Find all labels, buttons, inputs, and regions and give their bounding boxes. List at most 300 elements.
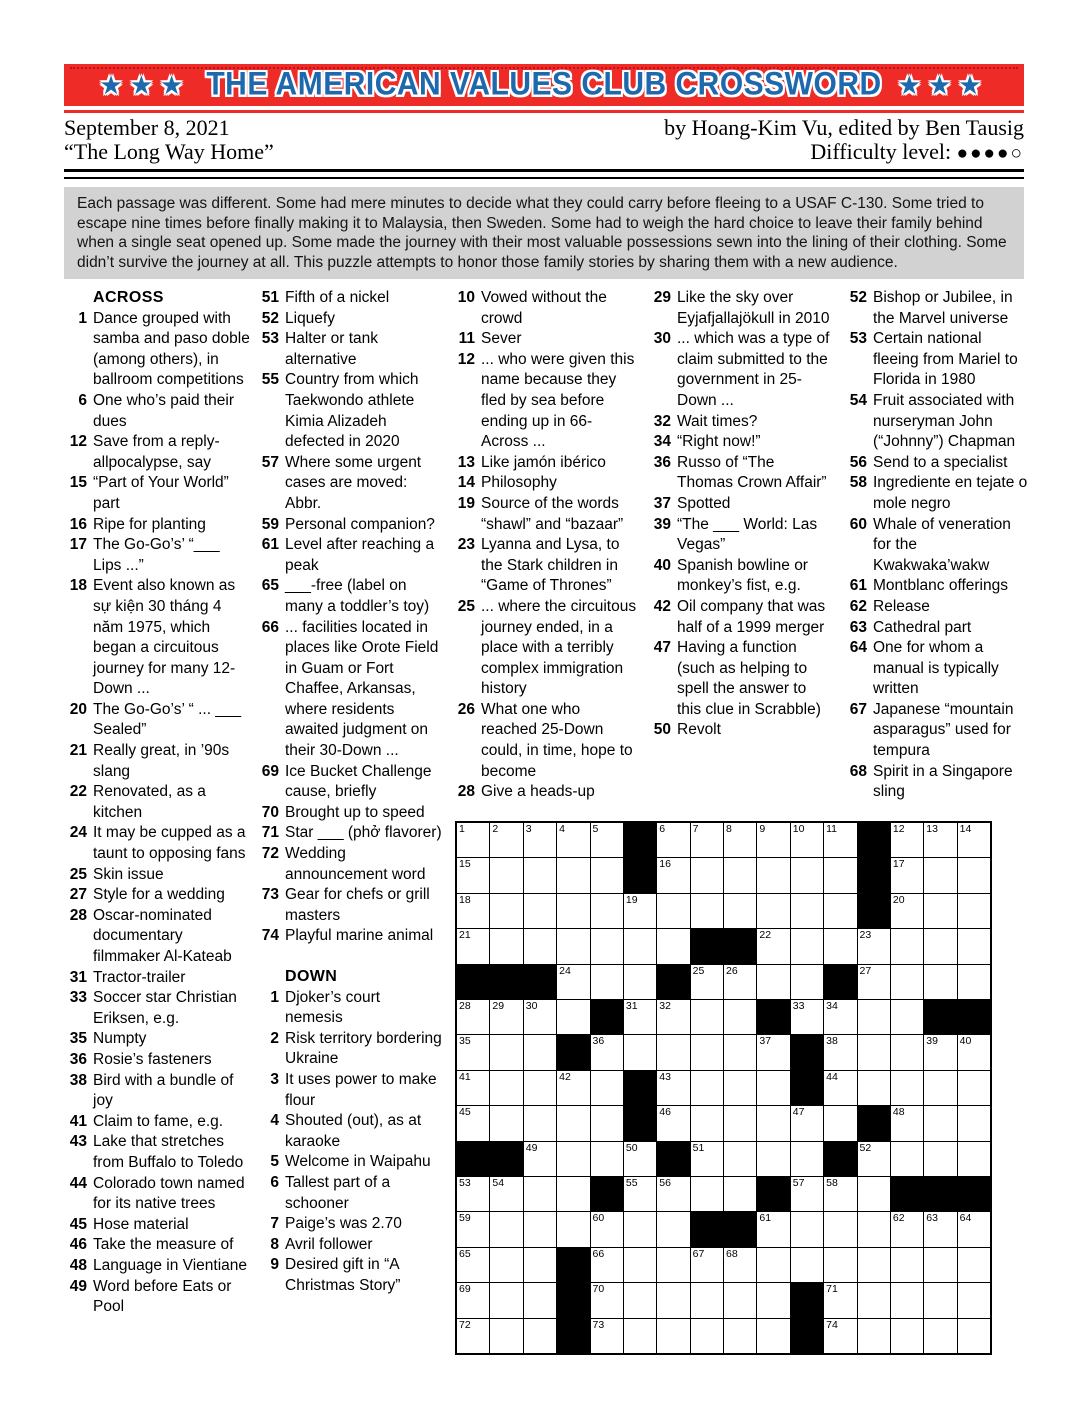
grid-cell-r13c1[interactable] (457, 1248, 489, 1282)
grid-cell-r13c11[interactable] (791, 1248, 823, 1282)
clue-number: 52 (261, 309, 279, 327)
grid-cell-r6c14[interactable] (891, 1000, 923, 1034)
grid-cell-r10c4[interactable] (557, 1142, 589, 1176)
grid-cell-r6c6[interactable] (624, 1000, 656, 1034)
grid-cell-r7c9[interactable] (724, 1035, 756, 1069)
clue-across-55 (256, 370, 442, 452)
grid-cell-r8c2[interactable] (490, 1071, 522, 1105)
grid-cell-r14c14[interactable] (891, 1283, 923, 1317)
grid-cell-r3c2[interactable] (490, 894, 522, 928)
grid-cell-r11c4[interactable] (557, 1177, 589, 1211)
grid-cell-r13c12[interactable] (824, 1248, 856, 1282)
clue-text: Save from a reply-allpocalypse, say (93, 433, 220, 471)
grid-cell-r5c12 (824, 965, 856, 999)
clue-text: Fifth of a nickel (285, 289, 390, 306)
grid-cell-r2c16[interactable] (958, 858, 990, 892)
grid-cell-r9c2[interactable] (490, 1106, 522, 1140)
grid-cell-r8c15[interactable] (924, 1071, 956, 1105)
clue-text: Where some urgent cases are moved: Abbr. (285, 453, 422, 512)
grid-cell-r9c14[interactable] (891, 1106, 923, 1140)
grid-cell-r12c6[interactable] (624, 1212, 656, 1246)
grid-cell-r11c2[interactable] (490, 1177, 522, 1211)
grid-cell-r1c9[interactable] (724, 823, 756, 857)
grid-cell-r14c3[interactable] (524, 1283, 556, 1317)
grid-cell-r9c9[interactable] (724, 1106, 756, 1140)
clue-text: Give a heads-up (481, 783, 595, 801)
grid-cell-r14c11 (791, 1283, 823, 1317)
grid-cell-r15c10[interactable] (757, 1319, 789, 1353)
clue-number: 41 (69, 1112, 87, 1130)
clue-down-7 (256, 1214, 442, 1235)
clue-number: 17 (69, 536, 87, 554)
grid-cell-r5c10[interactable] (757, 965, 789, 999)
clue-text: Tallest part of a schooner (285, 1173, 391, 1212)
clue-text: ... facilities located in places like Orote Field in Guam or Fort Chaffee, Arkansas, where residents awaited judgment on their 30-Down ... (285, 618, 439, 760)
grid-cell-r4c4[interactable] (557, 929, 589, 963)
clue-across-74 (256, 926, 442, 947)
cell-number: 35 (459, 1035, 471, 1048)
grid-cell-r5c8[interactable] (691, 965, 723, 999)
grid-cell-r11c9[interactable] (724, 1177, 756, 1211)
grid-cell-r10c9[interactable] (724, 1142, 756, 1176)
cell-number: 37 (759, 1035, 772, 1048)
grid-cell-r14c8[interactable] (691, 1283, 723, 1317)
grid-cell-r11c6[interactable] (624, 1177, 656, 1211)
grid-cell-r12c3[interactable] (524, 1212, 556, 1246)
clue-down-3 (256, 1070, 442, 1111)
grid-cell-r13c2[interactable] (490, 1248, 522, 1282)
clue-down-30 (648, 329, 834, 411)
grid-cell-r2c9[interactable] (724, 858, 756, 892)
grid-cell-r4c2[interactable] (490, 929, 522, 963)
grid-cell-r3c3[interactable] (524, 894, 556, 928)
clue-down-40 (648, 556, 834, 597)
grid-cell-r9c16[interactable] (958, 1106, 990, 1140)
grid-cell-r6c3[interactable] (524, 1000, 556, 1034)
clue-number: 11 (458, 330, 475, 348)
grid-cell-r4c11[interactable] (791, 929, 823, 963)
grid-cell-r12c5[interactable] (591, 1212, 623, 1246)
clue-down-39 (648, 515, 834, 556)
clue-number: 10 (457, 289, 475, 306)
grid-cell-r14c13[interactable] (858, 1283, 890, 1317)
grid-cell-r3c12[interactable] (824, 894, 856, 928)
grid-cell-r14c2[interactable] (490, 1283, 522, 1317)
grid-cell-r7c8[interactable] (691, 1035, 723, 1069)
clue-across-41 (64, 1112, 250, 1133)
clue-across-48 (64, 1256, 250, 1277)
clue-down-60 (844, 515, 1030, 577)
grid-cell-r4c14[interactable] (891, 929, 923, 963)
content-area (64, 288, 1028, 1378)
cell-number: 46 (659, 1106, 671, 1119)
grid-cell-r10c16[interactable] (958, 1142, 990, 1176)
grid-cell-r2c1[interactable] (457, 858, 489, 892)
grid-cell-r10c3[interactable] (524, 1142, 556, 1176)
grid-cell-r3c11[interactable] (791, 894, 823, 928)
grid-cell-r1c5[interactable] (591, 823, 623, 857)
grid-cell-r3c16[interactable] (958, 894, 990, 928)
grid-cell-r8c9[interactable] (724, 1071, 756, 1105)
grid-cell-r1c8[interactable] (691, 823, 723, 857)
grid-cell-r15c12[interactable] (824, 1319, 856, 1353)
cell-number: 67 (692, 1247, 705, 1260)
grid-cell-r14c5[interactable] (591, 1283, 623, 1317)
grid-cell-r6c1[interactable] (457, 1000, 489, 1034)
grid-cell-r9c12[interactable] (824, 1106, 856, 1140)
grid-cell-r9c8[interactable] (691, 1106, 723, 1140)
grid-cell-r9c1[interactable] (457, 1106, 489, 1140)
grid-cell-r8c7[interactable] (657, 1071, 689, 1105)
grid-cell-r10c5[interactable] (591, 1142, 623, 1176)
grid-cell-r9c7[interactable] (657, 1106, 689, 1140)
grid-cell-r4c7[interactable] (657, 929, 689, 963)
grid-cell-r13c14[interactable] (891, 1248, 923, 1282)
grid-cell-r10c13[interactable] (858, 1142, 890, 1176)
grid-cell-r11c1[interactable] (457, 1177, 489, 1211)
grid-cell-r5c14[interactable] (891, 965, 923, 999)
grid-cell-r7c15[interactable] (924, 1035, 956, 1069)
grid-cell-r8c8[interactable] (691, 1071, 723, 1105)
clue-text: Paige’s was 2.70 (285, 1215, 402, 1233)
grid-cell-r4c1[interactable] (457, 929, 489, 963)
grid-cell-r13c13[interactable] (858, 1248, 890, 1282)
grid-cell-r6c8[interactable] (691, 1000, 723, 1034)
grid-cell-r12c16[interactable] (958, 1212, 990, 1246)
grid-cell-r15c14[interactable] (891, 1319, 923, 1353)
grid-cell-r3c1[interactable] (457, 894, 489, 928)
grid-cell-r12c13[interactable] (858, 1212, 890, 1246)
grid-cell-r4c9 (724, 929, 756, 963)
grid-cell-r13c3[interactable] (524, 1248, 556, 1282)
grid-cell-r11c11[interactable] (791, 1177, 823, 1211)
grid-cell-r7c14[interactable] (891, 1035, 923, 1069)
clue-text: Personal companion? (285, 515, 435, 533)
grid-cell-r11c8[interactable] (691, 1177, 723, 1211)
grid-cell-r9c3[interactable] (524, 1106, 556, 1140)
clue-text: Word before Eats or Pool (93, 1277, 232, 1316)
clue-text: It uses power to make flour (285, 1070, 437, 1109)
cell-number: 31 (625, 1000, 638, 1012)
grid-cell-r15c8[interactable] (691, 1319, 723, 1353)
clue-number: 28 (69, 906, 87, 924)
grid-cell-r5c16[interactable] (958, 965, 990, 999)
grid-cell-r1c15[interactable] (924, 823, 956, 857)
clue-number: 53 (261, 330, 279, 348)
grid-cell-r15c13[interactable] (858, 1319, 890, 1353)
clue-across-36 (64, 1050, 250, 1071)
divider-rule (64, 169, 1024, 179)
grid-cell-r15c15[interactable] (924, 1319, 956, 1353)
grid-cell-r4c16[interactable] (958, 929, 990, 963)
grid-cell-r8c12[interactable] (824, 1071, 856, 1105)
grid-cell-r11c3[interactable] (524, 1177, 556, 1211)
grid-cell-r1c2[interactable] (490, 823, 522, 857)
grid-cell-r8c16[interactable] (958, 1071, 990, 1105)
grid-cell-r15c6[interactable] (624, 1319, 656, 1353)
grid-cell-r4c15[interactable] (924, 929, 956, 963)
clue-text: Renovated, as a kitchen (93, 783, 206, 821)
clue-down-28 (452, 782, 638, 803)
grid-cell-r14c15[interactable] (924, 1283, 956, 1317)
grid-cell-r2c2[interactable] (490, 858, 522, 892)
grid-cell-r15c1[interactable] (457, 1319, 489, 1353)
grid-cell-r10c2 (490, 1142, 522, 1176)
grid-cell-r12c2[interactable] (490, 1212, 522, 1246)
grid-cell-r1c4[interactable] (557, 823, 589, 857)
clue-number: 64 (849, 639, 867, 657)
grid-cell-r6c13[interactable] (858, 1000, 890, 1034)
grid-cell-r1c1[interactable] (457, 823, 489, 857)
clue-text: Risk territory bordering Ukraine (285, 1029, 442, 1068)
clue-down-6 (256, 1173, 442, 1214)
grid-cell-r2c12[interactable] (824, 858, 856, 892)
cell-number: 24 (559, 964, 571, 977)
cell-number: 66 (592, 1247, 605, 1260)
grid-cell-r3c6[interactable] (624, 894, 656, 928)
grid-cell-r10c15[interactable] (924, 1142, 956, 1176)
clue-number: 21 (69, 742, 87, 760)
grid-cell-r1c12[interactable] (824, 823, 856, 857)
clue-text: Tractor-trailer (93, 968, 186, 986)
clue-number: 32 (653, 412, 671, 430)
grid-cell-r2c11[interactable] (791, 858, 823, 892)
clue-number: 23 (457, 536, 475, 554)
grid-cell-r5c4[interactable] (557, 965, 589, 999)
cell-number: 43 (659, 1070, 671, 1083)
grid-cell-r8c4[interactable] (557, 1071, 589, 1105)
grid-cell-r5c1 (457, 965, 489, 999)
grid-cell-r9c10[interactable] (757, 1106, 789, 1140)
cell-number: 14 (959, 823, 972, 835)
clue-text: Bishop or Jubilee, in the Marvel universe (873, 289, 1013, 327)
grid-cell-r4c13[interactable] (858, 929, 890, 963)
cell-number: 19 (625, 893, 638, 906)
grid-cell-r2c14[interactable] (891, 858, 923, 892)
grid-cell-r15c9[interactable] (724, 1319, 756, 1353)
grid-cell-r7c12[interactable] (824, 1035, 856, 1069)
grid-cell-r12c14[interactable] (891, 1212, 923, 1246)
grid-cell-r11c7[interactable] (657, 1177, 689, 1211)
grid-cell-r14c16[interactable] (958, 1283, 990, 1317)
grid-cell-r15c7[interactable] (657, 1319, 689, 1353)
grid-cell-r13c8[interactable] (691, 1248, 723, 1282)
grid-cell-r7c6[interactable] (624, 1035, 656, 1069)
grid-cell-r12c7[interactable] (657, 1212, 689, 1246)
grid-cell-r14c7[interactable] (657, 1283, 689, 1317)
grid-cell-r5c15[interactable] (924, 965, 956, 999)
grid-cell-r7c5[interactable] (591, 1035, 623, 1069)
clue-number: 48 (69, 1256, 87, 1274)
grid-cell-r7c1[interactable] (457, 1035, 489, 1069)
grid-cell-r5c3 (524, 965, 556, 999)
clue-number: 71 (261, 824, 279, 842)
grid-cell-r7c7[interactable] (657, 1035, 689, 1069)
clue-column-2 (256, 288, 442, 1297)
clue-number: 16 (69, 515, 87, 533)
grid-cell-r7c13[interactable] (858, 1035, 890, 1069)
grid-cell-r8c1[interactable] (457, 1071, 489, 1105)
grid-cell-r6c12[interactable] (824, 1000, 856, 1034)
grid-cell-r13c15[interactable] (924, 1248, 956, 1282)
grid-cell-r6c11[interactable] (791, 1000, 823, 1034)
clue-number: 67 (849, 700, 867, 718)
cell-number: 70 (592, 1283, 605, 1296)
grid-cell-r9c15[interactable] (924, 1106, 956, 1140)
grid-cell-r2c3[interactable] (524, 858, 556, 892)
grid-cell-r11c10 (757, 1177, 789, 1211)
clue-number: 12 (457, 350, 475, 368)
grid-cell-r2c10[interactable] (757, 858, 789, 892)
grid-cell-r2c7[interactable] (657, 858, 689, 892)
grid-cell-r3c4[interactable] (557, 894, 589, 928)
grid-cell-r13c10[interactable] (757, 1248, 789, 1282)
grid-cell-r14c10[interactable] (757, 1283, 789, 1317)
grid-cell-r14c9[interactable] (724, 1283, 756, 1317)
grid-cell-r3c8[interactable] (691, 894, 723, 928)
grid-cell-r10c11[interactable] (791, 1142, 823, 1176)
grid-cell-r12c11[interactable] (791, 1212, 823, 1246)
grid-cell-r2c15[interactable] (924, 858, 956, 892)
clue-number: 66 (261, 618, 279, 636)
grid-cell-r10c8[interactable] (691, 1142, 723, 1176)
grid-cell-r13c6[interactable] (624, 1248, 656, 1282)
grid-cell-r3c5[interactable] (591, 894, 623, 928)
grid-cell-r8c5[interactable] (591, 1071, 623, 1105)
grid-cell-r14c12[interactable] (824, 1283, 856, 1317)
clue-across-28 (64, 906, 250, 968)
grid-cell-r8c14[interactable] (891, 1071, 923, 1105)
grid-cell-r1c14[interactable] (891, 823, 923, 857)
grid-cell-r9c11[interactable] (791, 1106, 823, 1140)
grid-cell-r8c13[interactable] (858, 1071, 890, 1105)
grid-cell-r3c9[interactable] (724, 894, 756, 928)
grid-cell-r11c13[interactable] (858, 1177, 890, 1211)
grid-cell-r1c7[interactable] (657, 823, 689, 857)
grid-cell-r13c9[interactable] (724, 1248, 756, 1282)
grid-cell-r12c15[interactable] (924, 1212, 956, 1246)
grid-cell-r3c15[interactable] (924, 894, 956, 928)
grid-cell-r7c10[interactable] (757, 1035, 789, 1069)
grid-cell-r2c5[interactable] (591, 858, 623, 892)
cell-number: 56 (659, 1177, 671, 1189)
cell-number: 15 (459, 858, 471, 871)
grid-cell-r1c3[interactable] (524, 823, 556, 857)
grid-cell-r10c10[interactable] (757, 1142, 789, 1176)
grid-cell-r3c7[interactable] (657, 894, 689, 928)
grid-cell-r3c14[interactable] (891, 894, 923, 928)
clue-text: Shouted (out), as at karaoke (285, 1112, 422, 1150)
grid-cell-r6c4[interactable] (557, 1000, 589, 1034)
grid-cell-r6c9[interactable] (724, 1000, 756, 1034)
grid-cell-r12c12[interactable] (824, 1212, 856, 1246)
clue-number: 25 (457, 597, 475, 615)
grid-cell-r12c4[interactable] (557, 1212, 589, 1246)
grid-cell-r8c10[interactable] (757, 1071, 789, 1105)
grid-cell-r1c11[interactable] (791, 823, 823, 857)
grid-cell-r12c10[interactable] (757, 1212, 789, 1246)
grid-cell-r15c16[interactable] (958, 1319, 990, 1353)
clue-number: 15 (69, 474, 87, 492)
grid-cell-r7c3[interactable] (524, 1035, 556, 1069)
clue-number: 12 (69, 433, 87, 451)
grid-cell-r13c4 (557, 1248, 589, 1282)
grid-cell-r9c4[interactable] (557, 1106, 589, 1140)
grid-cell-r5c9[interactable] (724, 965, 756, 999)
grid-cell-r3c10[interactable] (757, 894, 789, 928)
grid-cell-r4c12[interactable] (824, 929, 856, 963)
grid-cell-r7c2[interactable] (490, 1035, 522, 1069)
grid-cell-r13c16[interactable] (958, 1248, 990, 1282)
grid-cell-r2c6 (624, 858, 656, 892)
grid-cell-r2c8[interactable] (691, 858, 723, 892)
grid-cell-r6c2[interactable] (490, 1000, 522, 1034)
grid-cell-r4c6[interactable] (624, 929, 656, 963)
grid-cell-r12c1[interactable] (457, 1212, 489, 1246)
grid-cell-r5c5[interactable] (591, 965, 623, 999)
clue-number: 14 (457, 474, 475, 492)
clue-text: Lyanna and Lysa, to the Stark children in “Game of Thrones” (481, 536, 620, 595)
grid-cell-r13c5[interactable] (591, 1248, 623, 1282)
cell-number: 55 (625, 1177, 638, 1189)
clue-number: 60 (849, 515, 867, 533)
grid-cell-r10c14[interactable] (891, 1142, 923, 1176)
grid-cell-r7c16[interactable] (958, 1035, 990, 1069)
grid-cell-r9c5[interactable] (591, 1106, 623, 1140)
grid-cell-r8c3[interactable] (524, 1071, 556, 1105)
clue-down-2 (256, 1029, 442, 1070)
crossword-grid (455, 821, 992, 1355)
grid-cell-r1c10[interactable] (757, 823, 789, 857)
grid-cell-r2c13 (858, 858, 890, 892)
grid-cell-r11c16 (958, 1177, 990, 1211)
clue-across-57 (256, 453, 442, 515)
grid-cell-r13c7[interactable] (657, 1248, 689, 1282)
clue-text: One for whom a manual is typically written (873, 639, 999, 698)
grid-cell-r4c10[interactable] (757, 929, 789, 963)
clue-text: Vowed without the crowd (481, 289, 607, 327)
grid-cell-r2c4[interactable] (557, 858, 589, 892)
clue-text: Ice Bucket Challenge cause, briefly (285, 762, 432, 801)
stars-left-icon: ★★★ (99, 69, 191, 100)
grid-cell-r10c6[interactable] (624, 1142, 656, 1176)
grid-cell-r15c3[interactable] (524, 1319, 556, 1353)
grid-cell-r1c16[interactable] (958, 823, 990, 857)
clue-text: The Go-Go’s’ “___ Lips ...” (93, 536, 220, 574)
cell-number: 1 (459, 823, 465, 835)
clue-text: Russo of “The Thomas Crown Affair” (677, 453, 827, 492)
grid-cell-r4c5[interactable] (591, 929, 623, 963)
grid-cell-r4c3[interactable] (524, 929, 556, 963)
grid-cell-r11c12[interactable] (824, 1177, 856, 1211)
grid-cell-r5c13[interactable] (858, 965, 890, 999)
grid-cell-r14c1[interactable] (457, 1283, 489, 1317)
clue-text: Revolt (677, 721, 721, 739)
grid-cell-r14c6[interactable] (624, 1283, 656, 1317)
clue-text: Playful marine animal (285, 927, 434, 945)
grid-cell-r6c7[interactable] (657, 1000, 689, 1034)
clue-down-61 (844, 576, 1030, 597)
banner-title: THE AMERICAN VALUES CLUB CROSSWORD (206, 66, 882, 103)
grid-cell-r5c11[interactable] (791, 965, 823, 999)
grid-cell-r15c2[interactable] (490, 1319, 522, 1353)
clue-text: What one who reached 25-Down could, in time, hope to become (481, 700, 633, 780)
clue-number: 74 (261, 927, 279, 945)
grid-cell-r5c6[interactable] (624, 965, 656, 999)
grid-cell-r15c5[interactable] (591, 1319, 623, 1353)
clue-number: 34 (653, 433, 671, 451)
clue-number: 38 (69, 1071, 87, 1089)
